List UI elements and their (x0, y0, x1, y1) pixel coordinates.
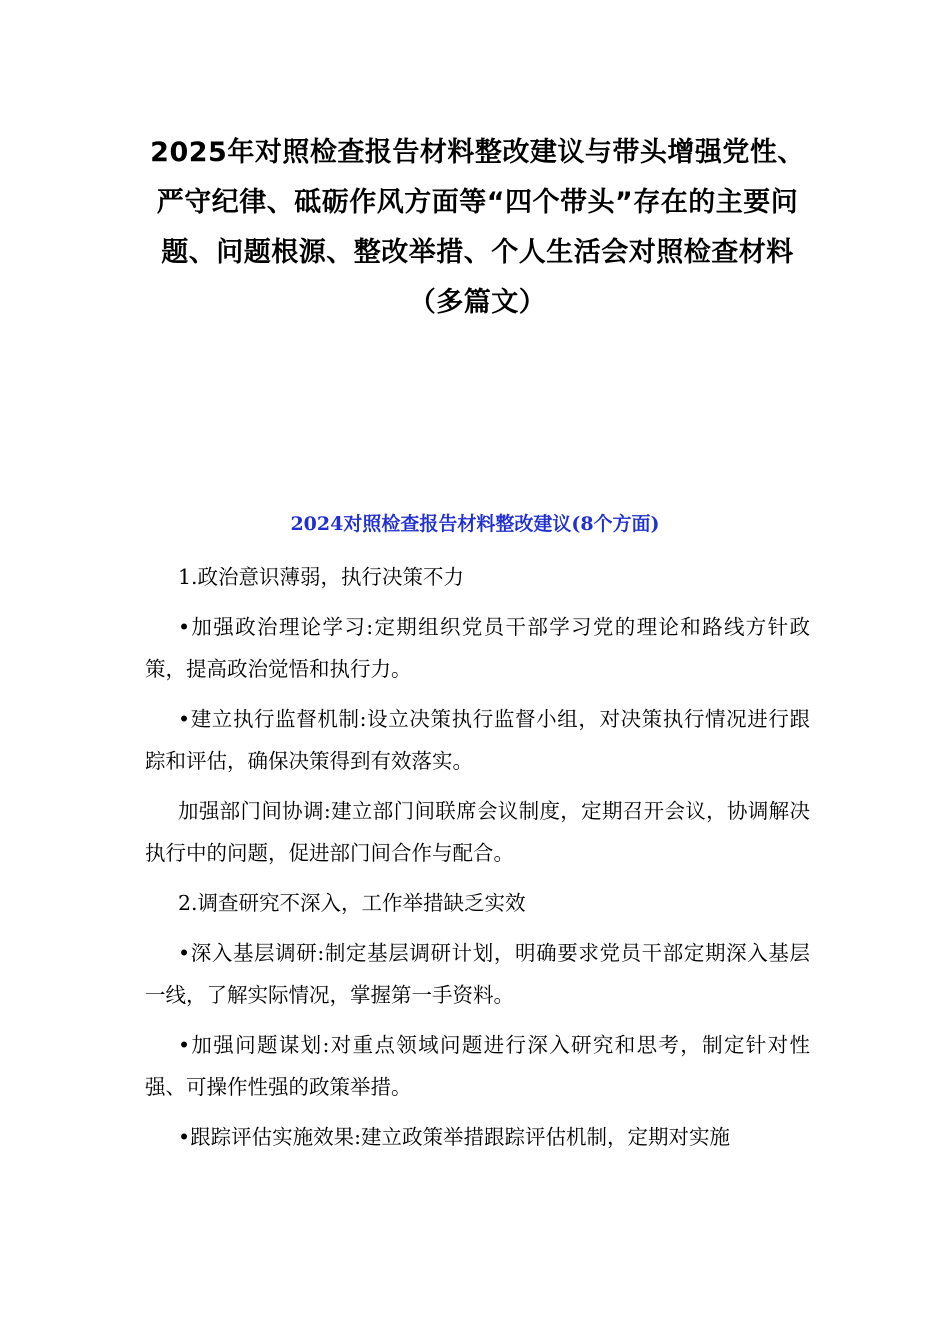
paragraph-bullet-1: •加强政治理论学习:定期组织党员干部学习党的理论和路线方针政策，提高政治觉悟和执行力。 (145, 615, 810, 681)
paragraph-item-2: 2.调查研究不深入，工作举措缺乏实效 (178, 891, 526, 915)
paragraph-bullet-5: •跟踪评估实施效果:建立政策举措跟踪评估机制，定期对实施 (178, 1125, 730, 1149)
paragraph-bullet-4: •加强问题谋划:对重点领域问题进行深入研究和思考，制定针对性强、可操作性强的政策举措。 (145, 1033, 810, 1099)
paragraph-bullet-3: •深入基层调研:制定基层调研计划，明确要求党员干部定期深入基层一线，了解实际情况，掌握第一手资料。 (145, 941, 810, 1007)
document-title: 2025年对照检查报告材料整改建议与带头增强党性、严守纪律、砥砺作风方面等“四个带头”存在的主要问题、问题根源、整改举措、个人生活会对照检查材料（多篇文） (150, 137, 805, 318)
paragraph-bullet-2: •建立执行监督机制:设立决策执行监督小组，对决策执行情况进行跟踪和评估，确保决策得到有效落实。 (145, 707, 810, 773)
paragraph-item-1: 1.政治意识薄弱，执行决策不力 (178, 565, 465, 589)
document-body (145, 556, 810, 1166)
section-heading: 2024对照检查报告材料整改建议(8个方面) (290, 513, 660, 535)
paragraph-text-1: 加强部门间协调:建立部门间联席会议制度，定期召开会议，协调解决执行中的问题，促进部门间合作与配合。 (145, 799, 810, 865)
